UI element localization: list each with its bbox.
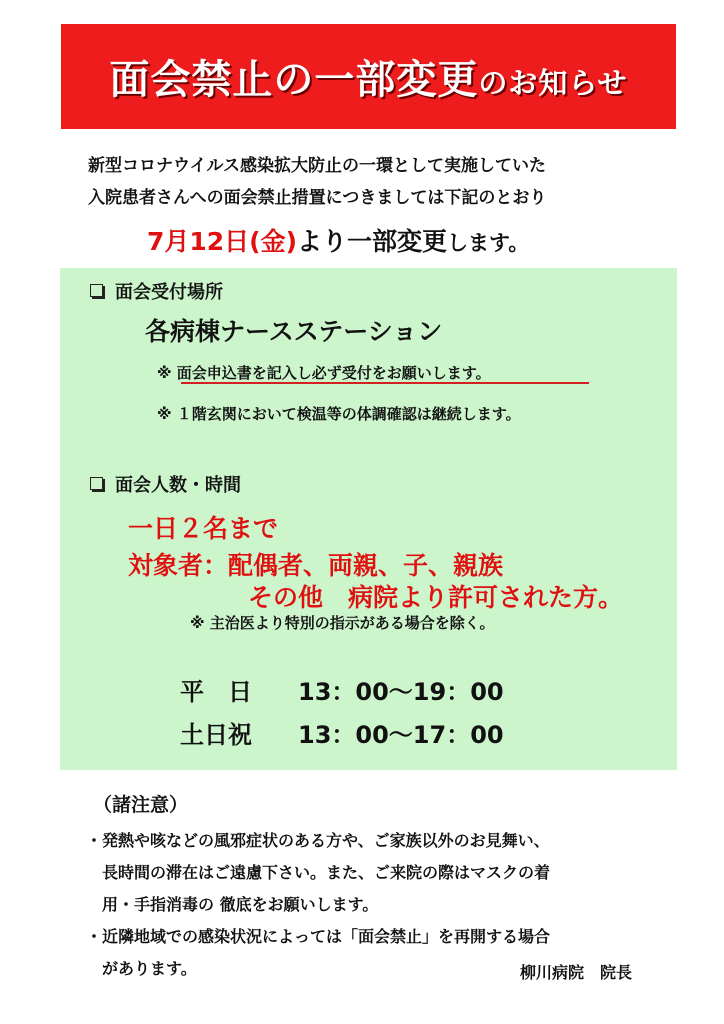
title-suffix: のお知らせ: [478, 66, 628, 100]
reception-note-1: ※ 面会申込書を記入し必ず受付をお願いします。: [157, 364, 491, 382]
reception-heading: [90, 278, 223, 304]
visitor-target-1: 対象者：配偶者、両親、子、親族: [128, 551, 504, 580]
visitors-heading-label: 面会人数・時間: [115, 475, 241, 496]
visitor-target-2: その他 病院より許可された方。: [248, 583, 624, 612]
hours-weekday: [180, 672, 504, 707]
hours-time: 13：00〜19：00: [298, 678, 504, 706]
note-underline: [181, 382, 589, 384]
title-main: 面会禁止の一部変更: [109, 57, 479, 103]
note-line: ・近隣地域での感染状況によっては「面会禁止」を再開する場合: [86, 927, 551, 946]
change-emphasis: より一部変更: [297, 227, 448, 256]
intro-line-1: 新型コロナウイルス感染拡大防止の一環として実施していた: [88, 156, 546, 176]
title-banner: [61, 24, 676, 129]
hours-holiday: [180, 715, 504, 750]
visitor-exception: ※ 主治医より特別の指示がある場合を除く。: [190, 614, 495, 632]
intro-text: [88, 150, 546, 214]
note-line: ・発熱や咳などの風邪症状のある方や、ご家族以外のお見舞い、: [86, 831, 550, 850]
change-date: 7月12日(金): [147, 227, 298, 256]
notes-list: [86, 825, 550, 985]
checkbox-bullet-icon: [90, 477, 103, 490]
change-announcement: [147, 222, 529, 258]
reception-place: 各病棟ナースステーション: [145, 317, 443, 346]
notes-title: （諸注意）: [93, 794, 189, 816]
intro-line-2: 入院患者さんへの面会禁止措置につきましては下記のとおり: [88, 188, 547, 208]
note-line: 長時間の滞在はご遠慮下さい。また、ご来院の際はマスクの着: [86, 863, 551, 882]
page-title: [109, 48, 627, 105]
hours-time: 13：00〜17：00: [298, 721, 504, 749]
visitor-limit: 一日２名まで: [128, 514, 279, 543]
checkbox-bullet-icon: [90, 284, 103, 297]
note-line: があります。: [86, 959, 197, 978]
reception-heading-label: 面会受付場所: [115, 282, 223, 303]
reception-note-2: ※ １階玄関において検温等の体調確認は継続します。: [157, 405, 521, 423]
note-line: 用・手指消毒の 徹底をお願いします。: [86, 895, 379, 914]
hours-label: 土日祝: [180, 721, 252, 749]
change-tail: します。: [447, 231, 530, 255]
hours-label: 平 日: [180, 678, 252, 706]
visitors-heading: [90, 471, 241, 497]
signature: 柳川病院 院長: [520, 963, 633, 982]
